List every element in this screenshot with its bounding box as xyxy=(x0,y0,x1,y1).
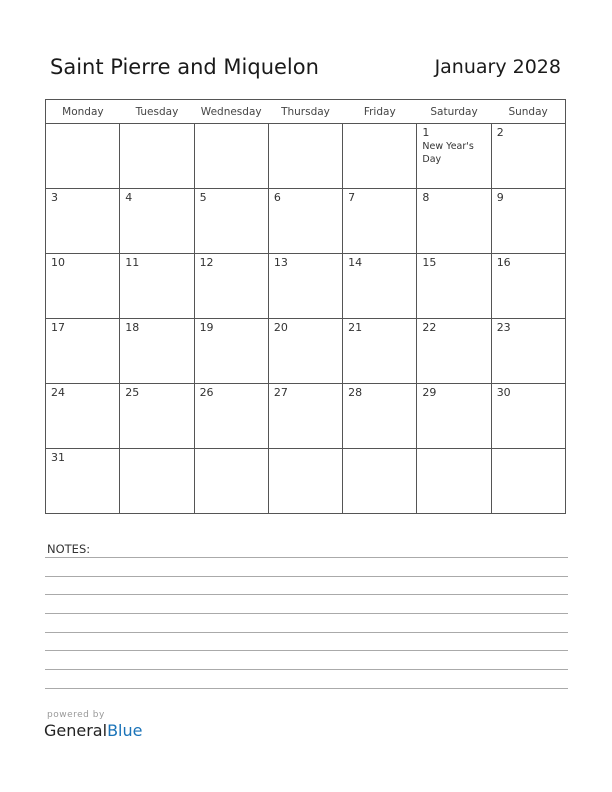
notes-line xyxy=(45,594,568,595)
day-number: 29 xyxy=(422,386,437,399)
day-number: 16 xyxy=(496,256,511,269)
day-number xyxy=(195,124,268,126)
day-number: 20 xyxy=(273,321,288,334)
day-number xyxy=(269,124,342,126)
day-number: 3 xyxy=(51,191,58,204)
calendar-day-cell xyxy=(46,319,120,384)
weekday-header: Thursday xyxy=(268,100,342,124)
calendar-week-row xyxy=(46,384,566,449)
day-number: 6 xyxy=(273,191,281,204)
day-number: 25 xyxy=(125,386,140,399)
calendar-day-cell xyxy=(120,384,194,449)
notes-line xyxy=(45,669,568,670)
calendar-day-cell xyxy=(491,189,565,254)
day-number: 1 xyxy=(422,126,430,139)
calendar-day-cell xyxy=(268,254,342,319)
day-number: 28 xyxy=(348,386,363,399)
calendar-day-cell xyxy=(194,449,268,514)
day-number: 27 xyxy=(273,386,288,399)
weekday-header-row xyxy=(46,100,566,124)
day-number xyxy=(269,449,342,451)
day-number: 18 xyxy=(125,321,140,334)
calendar-day-cell xyxy=(417,384,491,449)
calendar-day-cell xyxy=(491,319,565,384)
day-number: 22 xyxy=(422,321,437,334)
calendar-day-cell xyxy=(491,254,565,319)
calendar-day-cell xyxy=(417,319,491,384)
day-number: 13 xyxy=(273,256,288,269)
day-number xyxy=(343,449,416,451)
calendar-day-cell xyxy=(120,254,194,319)
day-number: 14 xyxy=(348,256,363,269)
weekday-header: Saturday xyxy=(417,100,491,124)
brand-blue: Blue xyxy=(107,721,143,740)
weekday-header: Sunday xyxy=(491,100,565,124)
day-number xyxy=(120,124,193,126)
calendar-day-cell xyxy=(46,449,120,514)
weekday-header: Friday xyxy=(343,100,417,124)
day-number: 24 xyxy=(51,386,65,399)
day-number: 31 xyxy=(51,451,65,464)
day-number: 4 xyxy=(125,191,133,204)
calendar-day-cell xyxy=(417,189,491,254)
day-number: 12 xyxy=(199,256,214,269)
holiday-label: New Year's Day xyxy=(422,141,474,165)
day-number: 7 xyxy=(348,191,356,204)
day-number: 30 xyxy=(496,386,511,399)
notes-line xyxy=(45,613,568,614)
calendar-day-cell xyxy=(194,254,268,319)
calendar-day-cell xyxy=(343,254,417,319)
calendar-day-cell xyxy=(268,449,342,514)
calendar-day-cell xyxy=(46,384,120,449)
day-number: 21 xyxy=(348,321,363,334)
day-number: 10 xyxy=(51,256,65,269)
notes-line xyxy=(45,576,568,577)
calendar-day-cell xyxy=(343,384,417,449)
calendar-day-cell xyxy=(343,319,417,384)
calendar-day-cell xyxy=(343,449,417,514)
calendar-day-cell xyxy=(194,124,268,189)
calendar-day-cell xyxy=(417,124,491,189)
calendar-day-cell xyxy=(120,189,194,254)
calendar-day-cell xyxy=(120,124,194,189)
calendar-day-cell xyxy=(46,189,120,254)
day-number: 23 xyxy=(496,321,511,334)
calendar-day-cell xyxy=(46,254,120,319)
calendar-week-row xyxy=(46,124,566,189)
calendar-day-cell xyxy=(268,319,342,384)
calendar-day-cell xyxy=(417,254,491,319)
generalblue-logo xyxy=(44,721,142,740)
day-number xyxy=(492,449,565,451)
day-number xyxy=(417,449,490,451)
weekday-header: Monday xyxy=(46,100,120,124)
calendar-week-row xyxy=(46,254,566,319)
notes-line xyxy=(45,557,568,558)
calendar-day-cell xyxy=(194,189,268,254)
calendar-week-row xyxy=(46,189,566,254)
day-number xyxy=(343,124,416,126)
weekday-header: Tuesday xyxy=(120,100,194,124)
weekday-header: Wednesday xyxy=(194,100,268,124)
calendar-grid xyxy=(45,99,566,514)
brand-general: General xyxy=(44,721,108,740)
calendar-title: Saint Pierre and Miquelon xyxy=(50,55,319,79)
calendar-day-cell xyxy=(491,124,565,189)
calendar-day-cell xyxy=(491,449,565,514)
day-number xyxy=(46,124,119,126)
calendar-day-cell xyxy=(491,384,565,449)
day-number: 15 xyxy=(422,256,437,269)
calendar-month: January 2028 xyxy=(434,56,561,78)
day-number: 26 xyxy=(199,386,214,399)
day-number xyxy=(120,449,193,451)
calendar-day-cell xyxy=(120,449,194,514)
calendar-day-cell xyxy=(120,319,194,384)
calendar-day-cell xyxy=(268,189,342,254)
calendar-day-cell xyxy=(417,449,491,514)
day-number: 19 xyxy=(199,321,214,334)
calendar-day-cell xyxy=(343,189,417,254)
calendar-day-cell xyxy=(268,124,342,189)
notes-line xyxy=(45,632,568,633)
calendar-week-row xyxy=(46,319,566,384)
calendar-day-cell xyxy=(194,319,268,384)
calendar-day-cell xyxy=(46,124,120,189)
day-number: 5 xyxy=(199,191,207,204)
notes-line xyxy=(45,688,568,689)
day-number: 11 xyxy=(125,256,140,269)
day-number xyxy=(195,449,268,451)
calendar-day-cell xyxy=(268,384,342,449)
notes-label: NOTES: xyxy=(47,542,91,556)
calendar-day-cell xyxy=(343,124,417,189)
notes-line xyxy=(45,650,568,651)
day-number: 9 xyxy=(496,191,504,204)
day-number: 8 xyxy=(422,191,430,204)
day-number: 2 xyxy=(496,126,504,139)
calendar-week-row xyxy=(46,449,566,514)
calendar-day-cell xyxy=(194,384,268,449)
powered-by-text: powered by xyxy=(47,710,105,720)
day-number: 17 xyxy=(51,321,65,334)
